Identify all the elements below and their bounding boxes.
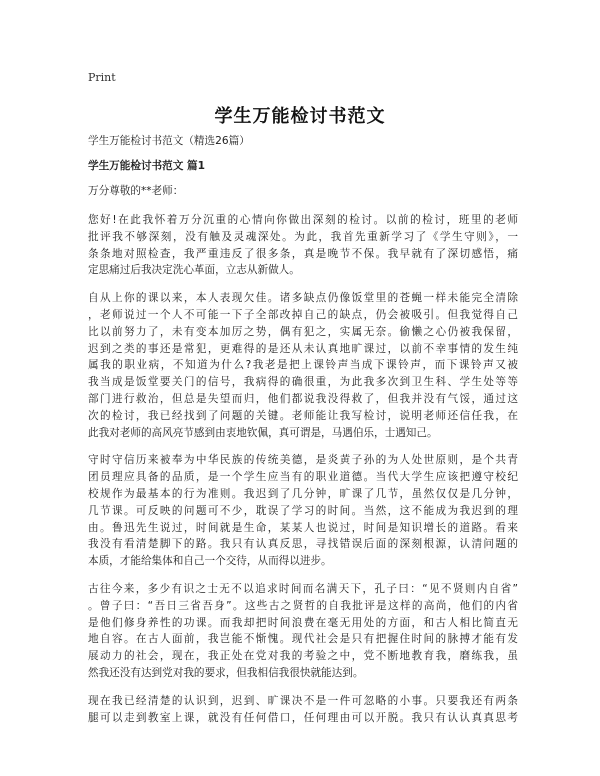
text-line: 比以前努力了，未有变本加厉之势，偶有犯之，实属无奈。偷懒之心仍被我保留， [88,325,518,338]
text-line: 您好!在此我怀着万分沉重的心情向你做出深刻的检讨。以前的检讨，班里的老师 [88,214,518,226]
salutation: 万分尊敬的**老师： [88,185,184,197]
document-title: 学生万能检讨书范文 [214,106,386,127]
text-line: 批评我不够深刻，没有触及灵魂深处。为此，我首先重新学习了《学生守则》，一 [88,230,518,243]
document-body [88,134,518,737]
text-line: 部门进行救治，但总是失望而归，他们都说我没得救了，但我并没有气馁，通过这 [88,392,518,405]
text-line: 本质，才能给集体和自己一个交待，从而得以进步。 [88,555,332,568]
text-line: 。曾子曰：“吾日三省吾身”。这些古之贤哲的自我批评是这样的高尚，他们的内省 [88,599,518,612]
text-line: 然我还没有达到党对我的要求，但我相信我很快就能达到。 [88,666,364,679]
section-heading: 学生万能检讨书范文 篇1 [88,160,205,172]
text-line: 属我的职业病，不知道为什么?我老是把上课铃声当成下课铃声，而下课铃声又被 [88,359,518,372]
text-line: 守时守信历来被奉为中华民族的传统美德，是炎黄子孙的为人处世原则，是个共青 [88,454,518,467]
text-line: 是他们修身养性的功课。而我却把时间浪费在毫无用处的方面，和古人相比简直无 [88,616,518,629]
text-line: 我没有看清楚脚下的路。我只有认真反思，寻找错误后面的深刻根源，认清问题的 [88,538,518,551]
paragraph-1 [88,212,518,279]
paragraph-5 [88,693,518,727]
text-line: 此我对老师的高风亮节感到由衷地钦佩，真可谓是，马遇伯乐，士遇知己。 [88,426,438,439]
text-line: 几节课。可反映的问题可不少，耽误了学习的时间。当然，这不能成为我迟到的理 [88,504,518,517]
paragraph-3 [88,452,518,570]
text-line: 校规作为最基本的行为准则。我迟到了几分钟，旷课了几节，虽然仅仅是几分钟， [88,487,518,500]
paragraph-4 [88,581,518,682]
text-line: 次的检讨，我已经找到了问题的关键。老师能让我写检讨，说明老师还信任我，在 [88,409,518,422]
document-subtitle: 学生万能检讨书范文（精选26篇） [88,135,250,147]
text-line: ，老师说过一个人不可能一下子全部改掉自己的缺点，仍会被吸引。但我觉得自己 [88,308,518,321]
text-line: 地自容。在古人面前，我岂能不惭愧。现代社会是只有把握住时间的脉搏才能有发 [88,633,518,646]
text-line: 定思痛过后我决定洗心革面，立志从新做人。 [88,264,300,277]
text-line: 自从上你的课以来，本人表现欠佳。诸多缺点仍像饭堂里的苍蝇一样未能完全清除 [88,292,518,305]
text-line: 展动力的社会，现在，我正处在党对我的考验之中，党不断地教育我，磨练我，虽 [88,650,518,663]
paragraph-2 [88,290,518,441]
text-line: 古往今来，多少有识之士无不以追求时间而名满天下，孔子曰：“见不贤则内自省” [88,582,518,595]
text-line: 迟到之类的事还是常犯，更难得的是还从未认真地旷课过，以前不幸事情的发生纯 [88,342,518,355]
text-line: 条条地对照检查，我严重违反了很多条，真是晚节不保。我早就有了深切感悟，痛 [88,247,518,260]
text-line: 我当成是饭堂要关门的信号，我病得的确很重，为此我多次到卫生科、学生处等等 [88,376,518,389]
text-line: 腿可以走到教室上课，就没有任何借口，任何理由可以开脱。我只有认认真真思考 [88,711,518,724]
text-line: 现在我已经清楚的认识到，迟到、旷课决不是一件可忽略的小事。只要我还有两条 [88,694,518,707]
print-label[interactable]: Print [88,71,116,84]
text-line: 团员理应具备的品质，是一个学生应当有的职业道德。当代大学生应该把遵守校纪 [88,471,518,484]
text-line: 由。鲁迅先生说过，时间就是生命，某某人也说过，时间是知识增长的道路。看来 [88,521,518,534]
